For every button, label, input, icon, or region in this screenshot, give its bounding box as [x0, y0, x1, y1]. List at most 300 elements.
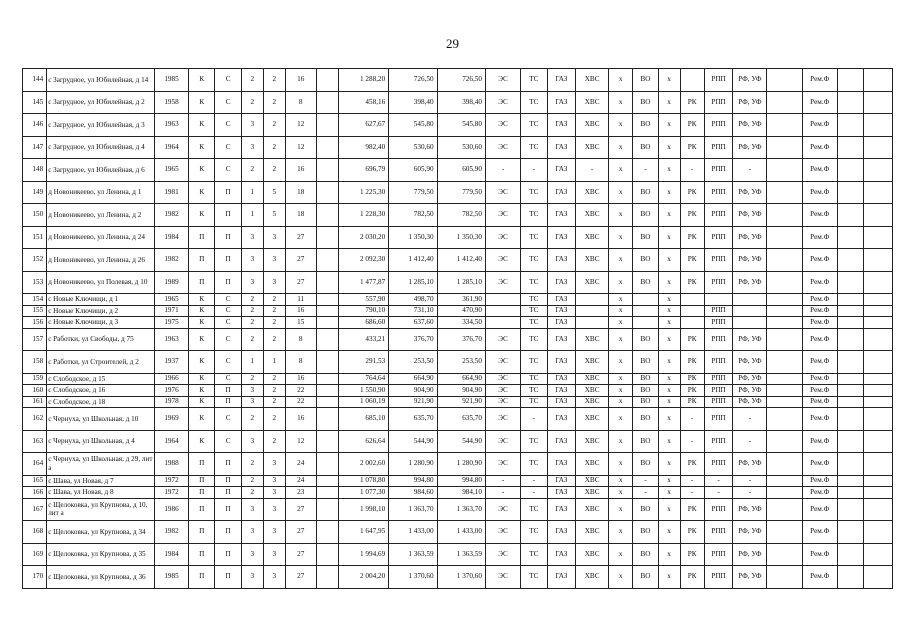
cell-sewer: х — [658, 475, 680, 487]
cell-address: с Загрудное, ул Юбилейная, д 4 — [47, 136, 155, 159]
cell-blank-c — [837, 204, 863, 227]
cell-total-area: 458,16 — [338, 91, 389, 114]
cell-residential-area: 726,50 — [437, 69, 485, 92]
cell-wall-type-b: П — [215, 385, 241, 397]
table-row — [23, 453, 893, 476]
cell-water-metering: РФ, УФ — [733, 521, 767, 544]
cell-living-area: 253,50 — [389, 351, 437, 374]
cell-drainage — [633, 305, 658, 317]
cell-gas: ГАЗ — [547, 91, 576, 114]
cell-address: с Щелоковка, ул Крупнова, д 10, лит а — [47, 498, 155, 521]
cell-cold-water: ХВС — [576, 566, 609, 589]
cell-blank-d — [864, 408, 893, 431]
cell-floors: 3 — [241, 249, 263, 272]
cell-living-area: 994,80 — [389, 475, 437, 487]
cell-blank-d — [864, 91, 893, 114]
cell-hot-water: х — [609, 181, 633, 204]
cell-wall-type-a: К — [189, 328, 215, 351]
table-row — [23, 159, 893, 182]
cell-apartments: 8 — [285, 328, 316, 351]
cell-blank-d — [864, 385, 893, 397]
cell-total-area: 790,10 — [338, 305, 389, 317]
cell-blank-a — [316, 566, 338, 589]
cell-living-area: 635,70 — [389, 408, 437, 431]
cell-gas: ГАЗ — [547, 453, 576, 476]
cell-heat-metering — [680, 294, 704, 306]
cell-sewer: х — [658, 294, 680, 306]
cell-power-supply: ЭС — [485, 181, 520, 204]
cell-row-number: 161 — [23, 396, 47, 408]
cell-power-metering: РПП — [704, 181, 733, 204]
cell-entrances: 2 — [263, 159, 285, 182]
cell-total-area: 696,79 — [338, 159, 389, 182]
cell-power-supply: ЭС — [485, 136, 520, 159]
cell-hot-water: х — [609, 521, 633, 544]
cell-entrances: 2 — [263, 396, 285, 408]
cell-fund: Рем.Ф — [802, 543, 837, 566]
cell-water-metering — [733, 317, 767, 329]
cell-sewer: х — [658, 566, 680, 589]
cell-entrances: 5 — [263, 181, 285, 204]
cell-drainage: - — [633, 487, 658, 499]
cell-heating: ТС — [521, 373, 547, 385]
cell-blank-d — [864, 475, 893, 487]
cell-hot-water: х — [609, 204, 633, 227]
table-row — [23, 249, 893, 272]
cell-sewer: х — [658, 373, 680, 385]
cell-wall-type-a: П — [189, 453, 215, 476]
cell-heat-metering: РК — [680, 453, 704, 476]
cell-cold-water — [576, 317, 609, 329]
cell-total-area: 1 077,30 — [338, 487, 389, 499]
cell-address: с Чернуха, ул Школьная, д 10 — [47, 408, 155, 431]
cell-drainage — [633, 317, 658, 329]
cell-fund: Рем.Ф — [802, 430, 837, 453]
cell-drainage: ВО — [633, 328, 658, 351]
cell-fund: Рем.Ф — [802, 487, 837, 499]
cell-row-number: 165 — [23, 475, 47, 487]
cell-entrances: 3 — [263, 487, 285, 499]
cell-blank-b — [767, 226, 802, 249]
cell-apartments: 27 — [285, 249, 316, 272]
cell-blank-b — [767, 453, 802, 476]
cell-hot-water: х — [609, 498, 633, 521]
cell-total-area: 1 550,90 — [338, 385, 389, 397]
cell-wall-type-a: К — [189, 385, 215, 397]
cell-blank-b — [767, 249, 802, 272]
cell-sewer: х — [658, 408, 680, 431]
cell-power-metering — [704, 294, 733, 306]
cell-power-metering: РПП — [704, 249, 733, 272]
cell-floors: 2 — [241, 294, 263, 306]
cell-power-metering: РПП — [704, 430, 733, 453]
cell-fund: Рем.Ф — [802, 159, 837, 182]
cell-address: с Шава, ул Новая, д 7 — [47, 475, 155, 487]
cell-wall-type-b: С — [215, 351, 241, 374]
cell-address: с Загрудное, ул Юбилейная, д 3 — [47, 114, 155, 137]
cell-blank-c — [837, 305, 863, 317]
cell-water-metering: РФ, УФ — [733, 136, 767, 159]
cell-blank-c — [837, 351, 863, 374]
cell-wall-type-a: П — [189, 566, 215, 589]
cell-blank-c — [837, 566, 863, 589]
housing-register-table — [22, 68, 893, 589]
cell-gas: ГАЗ — [547, 487, 576, 499]
cell-power-supply: ЭС — [485, 396, 520, 408]
cell-hot-water: х — [609, 373, 633, 385]
cell-wall-type-a: П — [189, 487, 215, 499]
cell-heat-metering: РК — [680, 543, 704, 566]
cell-blank-a — [316, 181, 338, 204]
cell-water-metering: РФ, УФ — [733, 204, 767, 227]
cell-year-built: 1937 — [154, 351, 188, 374]
cell-year-built: 1978 — [154, 396, 188, 408]
cell-heating: ТС — [521, 305, 547, 317]
cell-sewer: х — [658, 487, 680, 499]
cell-water-metering: РФ, УФ — [733, 498, 767, 521]
cell-sewer: х — [658, 385, 680, 397]
cell-blank-d — [864, 114, 893, 137]
cell-wall-type-b: С — [215, 91, 241, 114]
cell-hot-water: х — [609, 396, 633, 408]
cell-wall-type-b: П — [215, 543, 241, 566]
cell-blank-a — [316, 136, 338, 159]
cell-floors: 1 — [241, 181, 263, 204]
table-row — [23, 204, 893, 227]
table-row — [23, 396, 893, 408]
table-row — [23, 373, 893, 385]
cell-residential-area: 1 363,70 — [437, 498, 485, 521]
cell-blank-d — [864, 328, 893, 351]
cell-sewer: х — [658, 69, 680, 92]
cell-power-metering: РПП — [704, 159, 733, 182]
cell-year-built: 1972 — [154, 487, 188, 499]
cell-apartments: 27 — [285, 521, 316, 544]
cell-heat-metering: РК — [680, 385, 704, 397]
cell-year-built: 1963 — [154, 328, 188, 351]
cell-address: с Загрудное, ул Юбилейная, д 2 — [47, 91, 155, 114]
cell-water-metering — [733, 294, 767, 306]
cell-row-number: 155 — [23, 305, 47, 317]
cell-heat-metering: - — [680, 159, 704, 182]
cell-floors: 2 — [241, 317, 263, 329]
cell-heating: ТС — [521, 566, 547, 589]
cell-water-metering: РФ, УФ — [733, 69, 767, 92]
cell-total-area: 685,10 — [338, 408, 389, 431]
cell-cold-water: ХВС — [576, 430, 609, 453]
cell-hot-water: х — [609, 408, 633, 431]
cell-heating: ТС — [521, 543, 547, 566]
cell-power-metering: РПП — [704, 226, 733, 249]
cell-row-number: 157 — [23, 328, 47, 351]
cell-sewer: х — [658, 91, 680, 114]
cell-heat-metering: - — [680, 430, 704, 453]
cell-gas: ГАЗ — [547, 521, 576, 544]
cell-row-number: 149 — [23, 181, 47, 204]
cell-gas: ГАЗ — [547, 543, 576, 566]
cell-blank-d — [864, 453, 893, 476]
cell-total-area: 1 477,87 — [338, 271, 389, 294]
cell-address: с Чернуха, ул Школьная, д 29, лит а — [47, 453, 155, 476]
cell-row-number: 158 — [23, 351, 47, 374]
cell-blank-a — [316, 204, 338, 227]
cell-drainage: ВО — [633, 351, 658, 374]
cell-drainage: ВО — [633, 385, 658, 397]
cell-heat-metering: РК — [680, 373, 704, 385]
cell-sewer: х — [658, 430, 680, 453]
cell-address: с Шава, ул Новая, д 8 — [47, 487, 155, 499]
cell-wall-type-b: П — [215, 271, 241, 294]
cell-blank-b — [767, 305, 802, 317]
cell-drainage: ВО — [633, 114, 658, 137]
cell-address: с Чернуха, ул Школьная, д 4 — [47, 430, 155, 453]
cell-residential-area: 1 363,59 — [437, 543, 485, 566]
table-row — [23, 136, 893, 159]
cell-heat-metering: РК — [680, 136, 704, 159]
cell-total-area: 1 228,30 — [338, 204, 389, 227]
cell-gas: ГАЗ — [547, 373, 576, 385]
cell-gas: ГАЗ — [547, 181, 576, 204]
cell-water-metering: РФ, УФ — [733, 328, 767, 351]
cell-drainage: ВО — [633, 498, 658, 521]
cell-heat-metering: РК — [680, 249, 704, 272]
cell-total-area: 1 288,20 — [338, 69, 389, 92]
cell-residential-area: 1 370,60 — [437, 566, 485, 589]
cell-blank-c — [837, 226, 863, 249]
cell-heating: ТС — [521, 453, 547, 476]
cell-wall-type-a: К — [189, 294, 215, 306]
cell-blank-b — [767, 328, 802, 351]
cell-floors: 3 — [241, 271, 263, 294]
cell-wall-type-b: С — [215, 294, 241, 306]
cell-cold-water: ХВС — [576, 487, 609, 499]
cell-blank-b — [767, 114, 802, 137]
cell-power-metering: РПП — [704, 136, 733, 159]
cell-heating: ТС — [521, 317, 547, 329]
cell-floors: 3 — [241, 543, 263, 566]
cell-fund: Рем.Ф — [802, 521, 837, 544]
cell-power-metering: РПП — [704, 396, 733, 408]
cell-year-built: 1975 — [154, 317, 188, 329]
cell-heating: ТС — [521, 351, 547, 374]
cell-power-metering: РПП — [704, 271, 733, 294]
cell-row-number: 164 — [23, 453, 47, 476]
cell-row-number: 162 — [23, 408, 47, 431]
cell-row-number: 159 — [23, 373, 47, 385]
cell-drainage: ВО — [633, 396, 658, 408]
cell-gas: ГАЗ — [547, 294, 576, 306]
cell-blank-d — [864, 543, 893, 566]
cell-heating: ТС — [521, 498, 547, 521]
cell-drainage: ВО — [633, 226, 658, 249]
cell-apartments: 16 — [285, 159, 316, 182]
cell-wall-type-a: П — [189, 498, 215, 521]
cell-blank-a — [316, 430, 338, 453]
cell-apartments: 27 — [285, 498, 316, 521]
cell-floors: 2 — [241, 487, 263, 499]
table-row — [23, 226, 893, 249]
cell-total-area: 626,64 — [338, 430, 389, 453]
cell-power-metering: РПП — [704, 543, 733, 566]
cell-drainage — [633, 294, 658, 306]
cell-blank-c — [837, 249, 863, 272]
cell-hot-water: х — [609, 271, 633, 294]
cell-total-area: 982,40 — [338, 136, 389, 159]
cell-gas: ГАЗ — [547, 226, 576, 249]
cell-floors: 2 — [241, 373, 263, 385]
cell-residential-area: 605,90 — [437, 159, 485, 182]
cell-cold-water: ХВС — [576, 136, 609, 159]
cell-drainage: - — [633, 159, 658, 182]
cell-blank-d — [864, 294, 893, 306]
cell-blank-b — [767, 498, 802, 521]
cell-blank-d — [864, 317, 893, 329]
cell-wall-type-b: П — [215, 521, 241, 544]
cell-heating: ТС — [521, 114, 547, 137]
cell-wall-type-a: К — [189, 69, 215, 92]
cell-year-built: 1965 — [154, 294, 188, 306]
table-row — [23, 498, 893, 521]
cell-blank-d — [864, 204, 893, 227]
cell-floors: 3 — [241, 136, 263, 159]
cell-address: д Новоникеево, ул Ленина, д 26 — [47, 249, 155, 272]
cell-blank-a — [316, 159, 338, 182]
cell-blank-b — [767, 385, 802, 397]
cell-cold-water — [576, 305, 609, 317]
cell-blank-b — [767, 351, 802, 374]
cell-drainage: ВО — [633, 566, 658, 589]
cell-entrances: 2 — [263, 385, 285, 397]
cell-cold-water: ХВС — [576, 91, 609, 114]
cell-address: с Новые Ключищи, д 1 — [47, 294, 155, 306]
cell-power-supply: ЭС — [485, 204, 520, 227]
cell-power-metering: РПП — [704, 453, 733, 476]
cell-sewer: х — [658, 159, 680, 182]
cell-floors: 3 — [241, 430, 263, 453]
cell-hot-water: х — [609, 136, 633, 159]
cell-living-area: 1 285,10 — [389, 271, 437, 294]
cell-drainage: ВО — [633, 69, 658, 92]
table-row — [23, 543, 893, 566]
cell-address: с Щелоковка, ул Крупнова, д 36 — [47, 566, 155, 589]
cell-living-area: 398,40 — [389, 91, 437, 114]
cell-year-built: 1966 — [154, 373, 188, 385]
cell-year-built: 1986 — [154, 498, 188, 521]
cell-wall-type-b: П — [215, 498, 241, 521]
table-row — [23, 114, 893, 137]
cell-row-number: 146 — [23, 114, 47, 137]
cell-living-area: 545,80 — [389, 114, 437, 137]
cell-wall-type-b: С — [215, 430, 241, 453]
cell-blank-b — [767, 475, 802, 487]
cell-power-supply: ЭС — [485, 226, 520, 249]
cell-wall-type-a: К — [189, 114, 215, 137]
cell-sewer: х — [658, 498, 680, 521]
cell-entrances: 2 — [263, 91, 285, 114]
table-row — [23, 475, 893, 487]
cell-power-metering: РПП — [704, 91, 733, 114]
cell-row-number: 169 — [23, 543, 47, 566]
cell-blank-a — [316, 114, 338, 137]
cell-living-area: 544,90 — [389, 430, 437, 453]
cell-heating: ТС — [521, 136, 547, 159]
cell-blank-c — [837, 475, 863, 487]
cell-power-metering: РПП — [704, 498, 733, 521]
cell-sewer: х — [658, 453, 680, 476]
cell-hot-water: х — [609, 226, 633, 249]
cell-wall-type-b: С — [215, 328, 241, 351]
cell-hot-water: х — [609, 328, 633, 351]
cell-residential-area: 1 280,90 — [437, 453, 485, 476]
cell-apartments: 18 — [285, 181, 316, 204]
cell-blank-b — [767, 69, 802, 92]
cell-blank-c — [837, 181, 863, 204]
cell-residential-area: 904,90 — [437, 385, 485, 397]
cell-blank-d — [864, 136, 893, 159]
cell-hot-water: х — [609, 385, 633, 397]
cell-year-built: 1965 — [154, 159, 188, 182]
cell-sewer: х — [658, 136, 680, 159]
cell-year-built: 1988 — [154, 453, 188, 476]
cell-power-supply: ЭС — [485, 521, 520, 544]
cell-blank-c — [837, 136, 863, 159]
cell-cold-water: ХВС — [576, 498, 609, 521]
cell-wall-type-b: П — [215, 453, 241, 476]
cell-blank-d — [864, 69, 893, 92]
cell-blank-c — [837, 396, 863, 408]
cell-gas: ГАЗ — [547, 317, 576, 329]
table-row — [23, 305, 893, 317]
cell-water-metering: РФ, УФ — [733, 114, 767, 137]
cell-floors: 1 — [241, 204, 263, 227]
cell-blank-c — [837, 69, 863, 92]
cell-sewer: х — [658, 305, 680, 317]
cell-blank-a — [316, 351, 338, 374]
table-row — [23, 317, 893, 329]
cell-row-number: 144 — [23, 69, 47, 92]
cell-year-built: 1964 — [154, 136, 188, 159]
cell-wall-type-a: К — [189, 181, 215, 204]
cell-apartments: 18 — [285, 204, 316, 227]
cell-blank-b — [767, 317, 802, 329]
cell-water-metering: - — [733, 159, 767, 182]
cell-row-number: 154 — [23, 294, 47, 306]
cell-living-area: 605,90 — [389, 159, 437, 182]
cell-blank-c — [837, 91, 863, 114]
cell-cold-water: ХВС — [576, 396, 609, 408]
cell-blank-b — [767, 181, 802, 204]
cell-total-area: 1 078,80 — [338, 475, 389, 487]
cell-year-built: 1982 — [154, 204, 188, 227]
cell-blank-c — [837, 385, 863, 397]
cell-apartments: 27 — [285, 226, 316, 249]
cell-wall-type-a: П — [189, 543, 215, 566]
cell-wall-type-a: П — [189, 521, 215, 544]
cell-blank-b — [767, 396, 802, 408]
table-row — [23, 430, 893, 453]
page-number: 29 — [446, 36, 459, 51]
cell-power-metering: РПП — [704, 385, 733, 397]
cell-heat-metering: - — [680, 487, 704, 499]
cell-entrances: 2 — [263, 328, 285, 351]
cell-gas: ГАЗ — [547, 408, 576, 431]
cell-wall-type-b: С — [215, 305, 241, 317]
cell-sewer: х — [658, 543, 680, 566]
cell-blank-a — [316, 408, 338, 431]
cell-blank-d — [864, 396, 893, 408]
cell-fund: Рем.Ф — [802, 396, 837, 408]
cell-living-area: 1 370,60 — [389, 566, 437, 589]
